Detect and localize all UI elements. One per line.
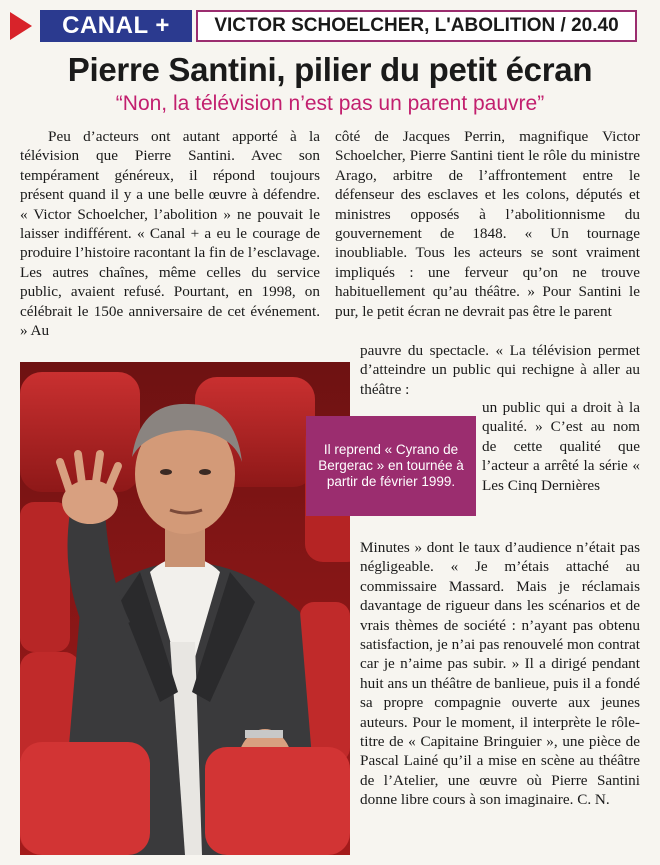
article-headline: Pierre Santini, pilier du petit écran: [67, 51, 593, 88]
portrait-photo: [20, 362, 350, 855]
article-column-3: pauvre du spectacle. « La télévision permet d’atteindre un public qui rechigne à aller au théâtre :: [360, 342, 640, 398]
red-arrow-icon: [10, 12, 32, 40]
article-column-2: côté de Jacques Perrin, magnifique Victor Schoelcher, Pierre Santini tient le rôle du ministre Arago, arbitre de l’affrontement entre le défenseur des esclaves et les colons, députés et ministres opposés à l’abolitionnisme du gouvernement de 1848. « Un tournage inoubliable. Tous les acteurs se sont vraiment impliqués : une ferveur qu’on ne trouve habituellement qu’au théâtre. » Pour Santini le pur, le petit écran ne devrait pas être le parent: [335, 128, 640, 320]
photo-credit-text: [0, 805, 1, 841]
channel-label: CANAL +: [40, 10, 192, 42]
program-title: VICTOR SCHOELCHER, L'ABOLITION / 20.40: [196, 10, 637, 42]
article-subtitle: “Non, la télévision n’est pas un parent pauvre”: [115, 92, 545, 115]
photo-caption-text: Il reprend « Cyrano de Bergerac » en tournée à partir de février 1999.: [318, 442, 464, 489]
photo-credit: [2, 798, 12, 854]
article-column-4: un public qui a droit à la qualité. » C’est au nom de cette qualité que l’acteur a arrêté la série « Les Cinq Dernières: [482, 399, 640, 494]
article-column-5: Minutes » dont le taux d’audience n’était pas négligeable. « Je m’étais attaché au commissaire Massard. Mais je réclamais davantage de rigueur dans les scénarios et de vrais thèmes de société : n’ayant pas obtenu satisfaction, je n’ai pas renouvelé mon contrat car je n’aime pas subir. » Il a dirigé pendant huit ans un théâtre de banlieue, puis il a fondé sa propre compagnie ouverte aux jeunes auteurs. Pour le moment, il interprète le rôle-titre de « Capitaine Bringuier », une pièce de Pascal Lainé qu’il a mise en scène au théâtre de l’Atelier, une œuvre où Pierre Santini donne libre cours à son imaginaire. C. N.: [360, 539, 640, 809]
portrait-illustration: [20, 362, 350, 855]
article-column-1: Peu d’acteurs ont autant apporté à la télévision que Pierre Santini. Avec son tempérament généreux, il répond toujours présent quand il y a une belle œuvre à défendre. « Victor Schoelcher, l’abolition » ne pouvait le laisser indifférent. « Canal + a eu le courage de produire l’histoire racontant la fin de l’esclavage. Les autres chaînes, même celles du service public, avaient refusé. Pourtant, en 1998, on célébrait le 150e anniversaire de cet événement. » Au: [20, 128, 320, 340]
photo-caption: [306, 416, 476, 516]
